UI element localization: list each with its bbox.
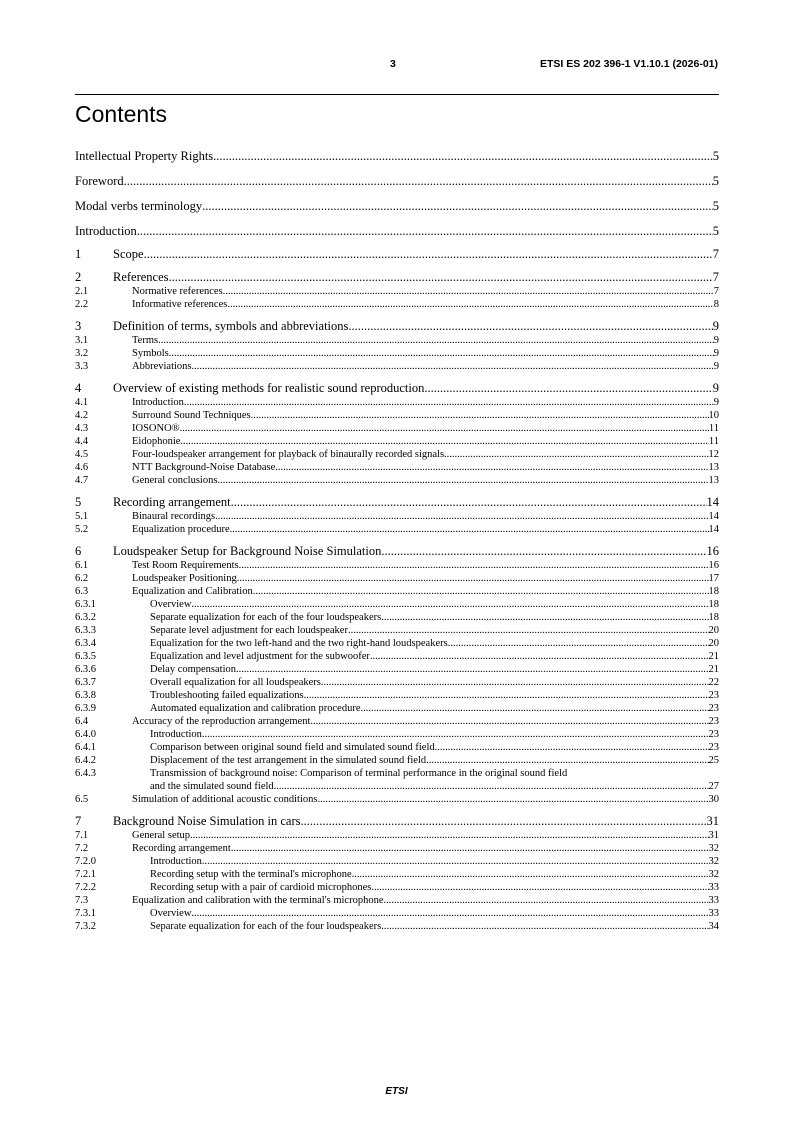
toc-entry-page[interactable]: 23	[708, 742, 719, 753]
toc-entry-number: 6.3.7	[75, 677, 96, 688]
toc-entry[interactable]	[75, 793, 719, 806]
toc-entry-label[interactable]: Surround Sound Techniques	[132, 410, 251, 421]
toc-entry[interactable]	[75, 448, 719, 461]
toc-entry-page[interactable]: 12	[708, 449, 719, 460]
toc-entry[interactable]	[75, 829, 719, 842]
toc-entry-label[interactable]: Overview	[150, 599, 192, 610]
toc-leader-dots	[230, 523, 709, 536]
toc-entry[interactable]	[75, 396, 719, 409]
toc-entry-number: 6.3.4	[75, 638, 96, 649]
toc-entry-label[interactable]: Four-loudspeaker arrangement for playback of binaurally recorded signals	[132, 449, 445, 460]
toc-entry-label[interactable]: Modal verbs terminology	[75, 199, 203, 213]
toc-leader-dots	[251, 409, 709, 422]
toc-entry-page[interactable]: 23	[708, 690, 719, 701]
toc-entry-number: 6.3.1	[75, 599, 96, 610]
toc-leader-dots	[191, 598, 708, 611]
toc-entry-label[interactable]: NTT Background-Noise Database	[132, 462, 276, 473]
toc-entry-number: 4.5	[75, 449, 89, 460]
toc-entry-number: 3.1	[75, 335, 89, 346]
toc-entry-label[interactable]: Intellectual Property Rights	[75, 149, 214, 163]
toc-entry-number: 7.2.1	[75, 869, 96, 880]
toc-entry[interactable]	[75, 676, 719, 689]
toc-entry-number: 6.3.2	[75, 612, 96, 623]
toc-leader-dots	[237, 572, 709, 585]
toc-entry-number: 2.2	[75, 299, 89, 310]
toc-entry-label[interactable]: Loudspeaker Setup for Background Noise Simulation	[113, 544, 382, 558]
toc-entry-label[interactable]: References	[113, 270, 169, 284]
toc-leader-dots	[448, 637, 709, 650]
toc-entry[interactable]	[75, 495, 719, 510]
toc-entry[interactable]	[75, 422, 719, 435]
toc-entry-page[interactable]: 9	[713, 335, 719, 346]
toc-entry[interactable]	[75, 894, 719, 907]
toc-entry-page[interactable]: 31	[708, 830, 719, 841]
toc-entry-page[interactable]: 33	[708, 908, 719, 919]
toc-leader-dots	[202, 728, 709, 741]
toc-entry[interactable]	[75, 270, 719, 285]
toc-entry-page[interactable]: 33	[708, 895, 719, 906]
toc-entry-number: 6.4.3	[75, 768, 96, 779]
toc-entry[interactable]	[75, 611, 719, 624]
toc-entry[interactable]	[75, 461, 719, 474]
toc-entry-number: 7.2	[75, 843, 89, 854]
toc-entry[interactable]	[75, 814, 719, 829]
toc-leader-dots	[124, 174, 713, 189]
toc-entry[interactable]	[75, 298, 719, 311]
toc-entry[interactable]	[75, 907, 719, 920]
toc-entry-page[interactable]: 14	[708, 511, 719, 522]
toc-leader-dots	[381, 611, 708, 624]
toc-entry[interactable]	[75, 435, 719, 448]
toc-entry-label[interactable]: Definition of terms, symbols and abbreviations	[113, 319, 349, 333]
toc-leader-dots	[158, 334, 714, 347]
toc-entry-label[interactable]: Overview	[150, 908, 192, 919]
toc-entry[interactable]	[75, 523, 719, 536]
toc-entry-page[interactable]: 23	[708, 703, 719, 714]
toc-entry-page[interactable]: 9	[713, 361, 719, 372]
toc-entry-number: 3	[75, 319, 82, 333]
toc-leader-dots	[169, 347, 714, 360]
toc-leader-dots	[239, 559, 709, 572]
toc-entry-label[interactable]: Automated equalization and calibration procedure	[150, 703, 361, 714]
toc-entry-label[interactable]: Comparison between original sound field and simulated sound field	[150, 742, 435, 753]
toc-entry-number: 6.2	[75, 573, 89, 584]
toc-entry-label[interactable]: Symbols	[132, 348, 169, 359]
page-title: Contents	[75, 101, 168, 127]
toc-entry-page[interactable]: 17	[708, 573, 719, 584]
toc-entry-page[interactable]: 5	[712, 199, 719, 213]
toc-leader-dots	[180, 422, 709, 435]
toc-entry[interactable]	[75, 741, 719, 754]
toc-entry[interactable]	[75, 334, 719, 347]
toc-leader-dots	[231, 495, 707, 510]
toc-entry-page[interactable]: 33	[708, 882, 719, 893]
toc-entry-page[interactable]: 13	[708, 475, 719, 486]
toc-entry-page[interactable]: 7	[712, 270, 719, 284]
toc-entry-label[interactable]: Recording arrangement	[113, 495, 231, 509]
toc-entry-label[interactable]: Separate level adjustment for each loudspeaker	[150, 625, 348, 636]
toc-leader-dots	[169, 270, 713, 285]
toc-entry-page[interactable]: 14	[706, 495, 719, 509]
toc-entry-label[interactable]: Test Room Requirements	[132, 560, 239, 571]
toc-entry-label[interactable]: Equalization procedure	[132, 524, 230, 535]
toc-leader-dots	[424, 381, 712, 396]
header-document-id: ETSI ES 202 396-1 V1.10.1 (2026-01)	[539, 58, 718, 70]
toc-leader-dots	[383, 894, 708, 907]
toc-entry-number: 4.1	[75, 397, 89, 408]
toc-leader-dots	[426, 754, 708, 767]
toc-entry-page[interactable]: 32	[708, 869, 719, 880]
toc-entry[interactable]	[75, 624, 719, 637]
toc-entry-page[interactable]: 21	[708, 651, 719, 662]
toc-entry[interactable]	[75, 149, 719, 164]
toc-entry-number: 6.3.9	[75, 703, 96, 714]
toc-entry[interactable]	[75, 598, 719, 611]
toc-entry[interactable]	[75, 585, 719, 598]
toc-entry[interactable]	[75, 474, 719, 487]
toc-entry-number: 5	[75, 495, 82, 509]
toc-leader-dots	[352, 868, 709, 881]
toc-entry[interactable]	[75, 663, 719, 676]
toc-entry-number: 5.2	[75, 524, 89, 535]
toc-entry-label[interactable]: Loudspeaker Positioning	[132, 573, 237, 584]
toc-entry-page[interactable]: 13	[708, 462, 719, 473]
toc-entry-label[interactable]: Introduction	[150, 856, 202, 867]
toc-entry-page[interactable]: 20	[708, 638, 719, 649]
toc-leader-dots	[227, 298, 713, 311]
toc-entry-label[interactable]: Recording setup with the terminal's microphone	[150, 869, 352, 880]
toc-entry-number: 4.4	[75, 436, 89, 447]
toc-entry[interactable]	[75, 224, 719, 239]
toc-entry[interactable]	[75, 767, 719, 780]
toc-entry-number: 6.4.2	[75, 755, 96, 766]
toc-entry-number: 6.3.8	[75, 690, 96, 701]
toc-entry-label[interactable]: Equalization and calibration with the terminal's microphone	[132, 895, 384, 906]
toc-entry-label[interactable]: Troubleshooting failed equalizations	[150, 690, 304, 701]
toc-entry-number: 7.2.0	[75, 856, 96, 867]
toc-entry-label[interactable]: IOSONO®	[132, 423, 180, 434]
toc-leader-dots	[217, 474, 708, 487]
toc-leader-dots	[192, 360, 714, 373]
toc-leader-dots	[213, 149, 713, 164]
toc-entry-number: 4.7	[75, 475, 89, 486]
toc-entry[interactable]	[75, 715, 719, 728]
toc-entry-page[interactable]: 21	[708, 664, 719, 675]
toc-entry-label[interactable]: Eidophonie	[132, 436, 181, 447]
toc-entry-label[interactable]: Overview of existing methods for realistic sound reproduction	[113, 381, 425, 395]
toc-entry-number: 7.3	[75, 895, 89, 906]
toc-leader-dots	[381, 544, 706, 559]
toc-leader-dots	[231, 842, 709, 855]
toc-entry-label[interactable]: General setup	[132, 830, 191, 841]
toc-entry-number: 5.1	[75, 511, 89, 522]
toc-entry-label[interactable]: Introduction	[132, 397, 184, 408]
header-page-number: 3	[390, 58, 396, 70]
toc-entry-continuation[interactable]	[75, 780, 719, 793]
toc-entry-page[interactable]: 20	[708, 625, 719, 636]
toc-entry-label[interactable]: Background Noise Simulation in cars	[113, 814, 301, 828]
toc-entry[interactable]	[75, 650, 719, 663]
toc-entry-label[interactable]: Separate equalization for each of the four loudspeakers	[150, 921, 382, 932]
toc-entry-number: 4.3	[75, 423, 89, 434]
footer-publisher: ETSI	[385, 1086, 408, 1097]
toc-entry-label[interactable]: Normative references	[132, 286, 223, 297]
toc-entry-page[interactable]: 32	[708, 843, 719, 854]
toc-entry[interactable]	[75, 409, 719, 422]
toc-leader-dots	[304, 689, 709, 702]
toc-entry-page[interactable]: 32	[708, 856, 719, 867]
toc-leader-dots	[184, 396, 714, 409]
toc-entry-number: 4.2	[75, 410, 89, 421]
toc-leader-dots	[348, 624, 709, 637]
toc-entry-page[interactable]: 9	[713, 397, 719, 408]
toc-entry-label[interactable]: Recording setup with a pair of cardioid microphones	[150, 882, 372, 893]
toc-entry-page[interactable]: 18	[708, 586, 719, 597]
toc-entry-number: 6.1	[75, 560, 89, 571]
toc-leader-dots	[317, 793, 708, 806]
toc-leader-dots	[191, 907, 708, 920]
toc-entry-label[interactable]: Equalization and Calibration	[132, 586, 253, 597]
toc-entry-page[interactable]: 11	[708, 423, 719, 434]
toc-leader-dots	[348, 319, 712, 334]
toc-entry-page[interactable]: 7	[713, 286, 719, 297]
toc-leader-dots	[180, 435, 708, 448]
toc-leader-dots	[444, 448, 708, 461]
toc-entry-page[interactable]: 10	[708, 410, 719, 421]
toc-entry[interactable]	[75, 868, 719, 881]
toc-leader-dots	[253, 585, 709, 598]
toc-entry-number: 2	[75, 270, 82, 284]
toc-entry-page[interactable]: 31	[706, 814, 719, 828]
toc-entry-page[interactable]: 5	[712, 174, 719, 188]
toc-entry-number: 6.5	[75, 794, 89, 805]
toc-entry[interactable]	[75, 381, 719, 396]
toc-entry-page[interactable]: 18	[708, 612, 719, 623]
toc-leader-dots	[310, 715, 708, 728]
toc-entry-page[interactable]: 16	[706, 544, 719, 558]
toc-entry-page[interactable]: 9	[713, 348, 719, 359]
toc-entry-page[interactable]: 9	[712, 381, 719, 395]
toc-entry[interactable]	[75, 199, 719, 214]
toc-entry[interactable]	[75, 728, 719, 741]
toc-leader-dots	[215, 510, 708, 523]
toc-entry-label[interactable]: Equalization and level adjustment for the subwoofer	[150, 651, 370, 662]
toc-entry-label[interactable]: Terms	[132, 335, 159, 346]
toc-leader-dots	[370, 650, 709, 663]
toc-entry-label[interactable]: Introduction	[75, 224, 137, 238]
toc-entry[interactable]	[75, 174, 719, 189]
toc-entry-page[interactable]: 27	[708, 781, 719, 792]
toc-entry-number: 7.2.2	[75, 882, 96, 893]
toc-entry-label[interactable]: Recording arrangement	[132, 843, 231, 854]
toc-entry-page[interactable]: 30	[708, 794, 719, 805]
toc-entry[interactable]	[75, 510, 719, 523]
toc-entry-label[interactable]: Introduction	[150, 729, 202, 740]
toc-leader-dots	[144, 247, 713, 262]
toc-entry[interactable]	[75, 855, 719, 868]
toc-entry-label[interactable]: Transmission of background noise: Comparison of terminal performance in the original sound field	[150, 768, 568, 779]
toc-entry-label[interactable]: Delay compensation	[150, 664, 237, 675]
toc-entry[interactable]	[75, 319, 719, 334]
toc-entry-label[interactable]: General conclusions	[132, 475, 218, 486]
toc-entry-page[interactable]: 23	[708, 716, 719, 727]
toc-entry-number: 3.2	[75, 348, 89, 359]
toc-entry-page[interactable]: 9	[712, 319, 719, 333]
toc-entry-label[interactable]: Informative references	[132, 299, 228, 310]
toc-entry-number: 6.4	[75, 716, 89, 727]
toc-leader-dots	[300, 814, 706, 829]
toc-entry-page[interactable]: 18	[708, 599, 719, 610]
toc-entry[interactable]	[75, 544, 719, 559]
toc-entry-label[interactable]: Accuracy of the reproduction arrangement	[132, 716, 311, 727]
toc-entry[interactable]	[75, 754, 719, 767]
toc-entry-label[interactable]: Equalization for the two left-hand and the two right-hand loudspeakers	[150, 638, 448, 649]
toc-entry-number: 1	[75, 247, 82, 261]
toc-entry-page[interactable]: 14	[708, 524, 719, 535]
toc-entry-number: 7.3.2	[75, 921, 96, 932]
toc-leader-dots	[275, 461, 708, 474]
toc-leader-dots	[361, 702, 709, 715]
toc-entry-page[interactable]: 5	[712, 149, 719, 163]
toc-entry[interactable]	[75, 702, 719, 715]
toc-leader-dots	[190, 829, 708, 842]
toc-entry-page[interactable]: 23	[708, 729, 719, 740]
toc-leader-dots	[321, 676, 709, 689]
toc-leader-dots	[223, 285, 714, 298]
toc-entry-page[interactable]: 5	[712, 224, 719, 238]
toc-entry-page[interactable]: 34	[708, 921, 719, 932]
toc-entry-page[interactable]: 22	[708, 677, 719, 688]
toc-entry-label[interactable]: Binaural recordings	[132, 511, 216, 522]
toc-entry-number: 6.3.6	[75, 664, 96, 675]
toc-leader-dots	[274, 780, 709, 793]
toc-leader-dots	[137, 224, 713, 239]
toc-entry-number: 6	[75, 544, 82, 558]
toc-entry-number: 6.3.5	[75, 651, 96, 662]
toc-entry-label[interactable]: Abbreviations	[132, 361, 192, 372]
toc-leader-dots	[236, 663, 708, 676]
toc-entry-label[interactable]: Foreword	[75, 174, 124, 188]
toc-entry-label-continued[interactable]: and the simulated sound field	[150, 781, 274, 792]
toc-entry[interactable]	[75, 881, 719, 894]
toc-entry[interactable]	[75, 842, 719, 855]
toc-entry-number: 2.1	[75, 286, 89, 297]
toc-entry-label[interactable]: Scope	[113, 247, 144, 261]
toc-entry-number: 7.3.1	[75, 908, 96, 919]
toc-entry[interactable]	[75, 637, 719, 650]
toc-entry[interactable]	[75, 572, 719, 585]
toc-entry[interactable]	[75, 689, 719, 702]
toc-entry-page[interactable]: 16	[708, 560, 719, 571]
toc-leader-dots	[202, 855, 709, 868]
toc-entry-label[interactable]: Overall equalization for all loudspeakers	[150, 677, 321, 688]
toc-entry-number: 4	[75, 381, 82, 395]
toc-entry-label[interactable]: Displacement of the test arrangement in the simulated sound field	[150, 755, 427, 766]
toc-entry-number: 6.3.3	[75, 625, 96, 636]
toc-entry[interactable]	[75, 247, 719, 262]
toc-entry[interactable]	[75, 559, 719, 572]
toc-entry-number: 6.4.1	[75, 742, 96, 753]
toc-entry-number: 6.3	[75, 586, 89, 597]
toc-leader-dots	[435, 741, 709, 754]
toc-entry[interactable]	[75, 360, 719, 373]
toc-entry-number: 7	[75, 814, 82, 828]
toc-entry-number: 4.6	[75, 462, 89, 473]
toc-entry-page[interactable]: 8	[713, 299, 719, 310]
toc-leader-dots	[371, 881, 708, 894]
toc-entry-number: 3.3	[75, 361, 89, 372]
toc-entry[interactable]	[75, 347, 719, 360]
toc-leader-dots	[381, 920, 708, 933]
toc-entry-number: 6.4.0	[75, 729, 96, 740]
toc-entry-label[interactable]: Separate equalization for each of the four loudspeakers	[150, 612, 382, 623]
toc-entry-page[interactable]: 25	[708, 755, 719, 766]
toc-entry-label[interactable]: Simulation of additional acoustic conditions	[132, 794, 318, 805]
toc-entry[interactable]	[75, 285, 719, 298]
toc-entry-number: 7.1	[75, 830, 89, 841]
toc-entry-page[interactable]: 7	[712, 247, 719, 261]
toc-entry-page[interactable]: 11	[708, 436, 719, 447]
toc-entry[interactable]	[75, 920, 719, 933]
toc-leader-dots	[202, 199, 713, 214]
